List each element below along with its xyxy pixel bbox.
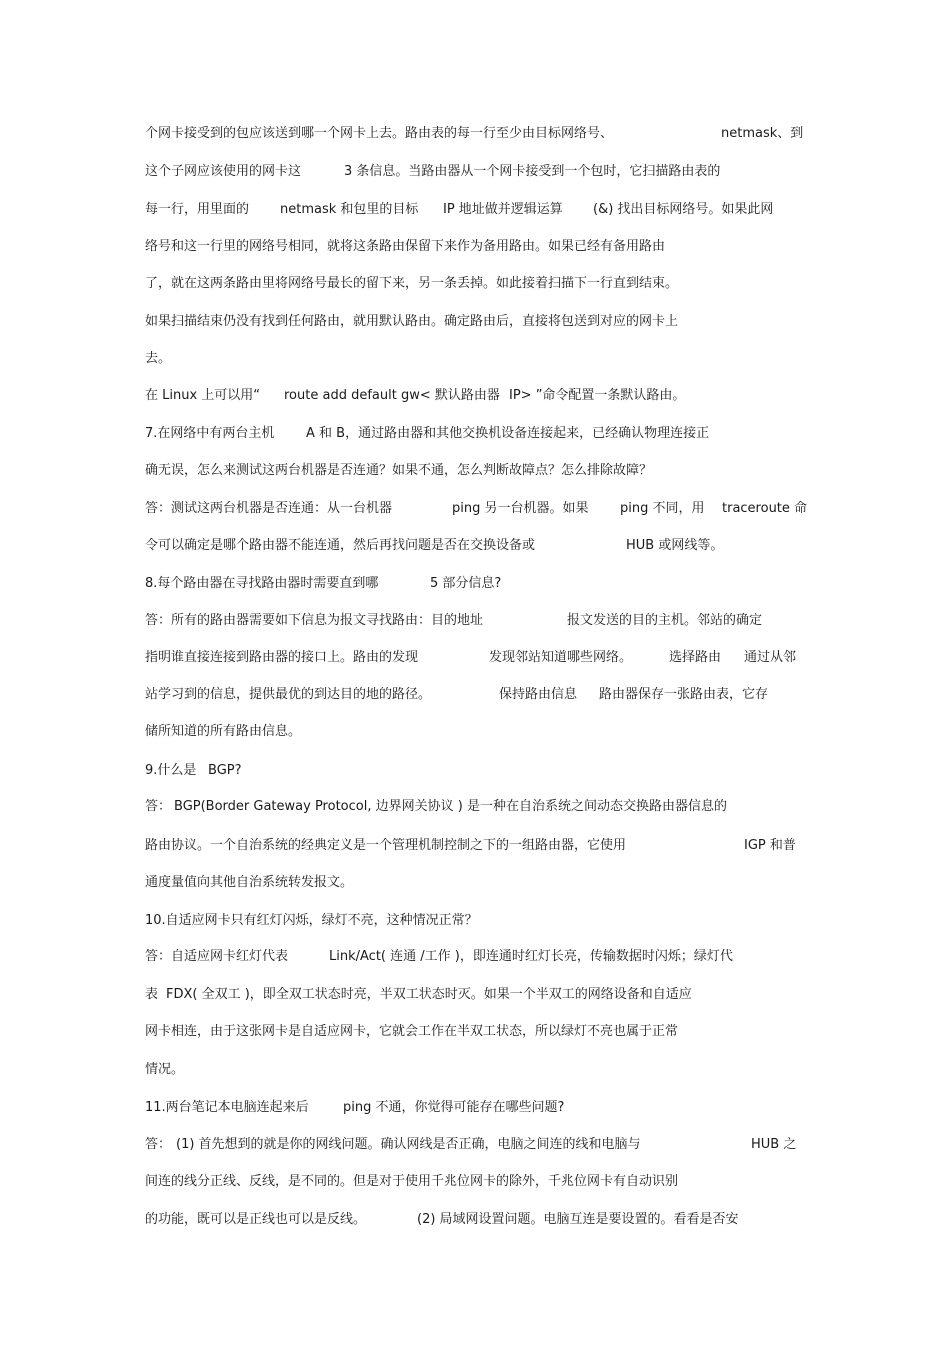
text-segment: 络号和这一行里的网络号相同，就将这条路由保留下来作为备用路由。如果已经有备用路由 xyxy=(145,239,666,254)
text-line xyxy=(0,1022,950,1042)
text-segment: 保持路由信息 xyxy=(499,687,578,702)
text-segment: 情况。 xyxy=(145,1062,185,1077)
text-segment: 在 Linux 上可以用“ xyxy=(145,388,261,403)
text-segment: BGP? xyxy=(208,763,242,778)
text-segment: 答：所有的路由器需要如下信息为报文寻找路由：目的地址 xyxy=(145,613,484,628)
text-line xyxy=(0,461,950,481)
text-segment: 每一行，用里面的 xyxy=(145,202,250,217)
text-segment: 站学习到的信息，提供最优的到达目的地的路径。 xyxy=(145,687,432,702)
text-line xyxy=(0,1060,950,1080)
text-line xyxy=(0,1172,950,1192)
text-segment: BGP(Border Gateway Protocol, 边界网关协议 ) 是一种在自治系统之间动态交换路由器信息的 xyxy=(174,799,727,814)
text-line xyxy=(0,1135,950,1155)
text-line xyxy=(0,162,950,182)
text-segment: 10.自适应网卡只有红灯闪烁，绿灯不亮，这种情况正常？ xyxy=(145,913,478,928)
text-segment: 间连的线分正线、反线，是不同的。但是对于使用千兆位网卡的除外，千兆位网卡有自动识别 xyxy=(145,1174,679,1189)
text-segment: IGP 和普 xyxy=(744,838,796,853)
text-segment: 指明谁直接连接到路由器的接口上。路由的发现 xyxy=(145,650,419,665)
text-line xyxy=(0,761,950,781)
text-line xyxy=(0,797,950,817)
text-segment: ping 另一台机器。如果 xyxy=(452,501,589,516)
text-segment: 的功能，既可以是正线也可以是反线。 xyxy=(145,1212,367,1227)
text-segment: 答：测试这两台机器是否连通：从一台机器 xyxy=(145,501,393,516)
text-line xyxy=(0,985,950,1005)
text-segment: 5 部分信息? xyxy=(430,576,502,591)
text-segment: 通度量值向其他自治系统转发报文。 xyxy=(145,875,354,890)
text-segment: 去。 xyxy=(145,351,172,366)
text-segment: 答： xyxy=(145,1137,172,1152)
text-line xyxy=(0,349,950,369)
text-segment: (2) 局域网设置问题。电脑互连是要设置的。看看是否安 xyxy=(417,1212,739,1227)
text-segment: 答： xyxy=(145,799,172,814)
text-segment: 路由器保存一张路由表，它存 xyxy=(599,687,769,702)
text-line xyxy=(0,947,950,967)
text-segment: (&) 找出目标网络号。如果此网 xyxy=(593,202,774,217)
text-segment: HUB 之 xyxy=(751,1137,797,1152)
text-segment: netmask 和包里的目标 xyxy=(280,202,419,217)
text-segment: 表 xyxy=(145,987,159,1002)
text-segment: 8.每个路由器在寻找路由器时需要直到哪 xyxy=(145,576,379,591)
text-line xyxy=(0,685,950,705)
text-segment: 选择路由 xyxy=(669,650,722,665)
text-line xyxy=(0,200,950,220)
text-line xyxy=(0,312,950,332)
text-line xyxy=(0,424,950,444)
text-segment: HUB 或网线等。 xyxy=(626,538,724,553)
text-segment: netmask、到 xyxy=(721,126,804,141)
text-segment: 如果扫描结束仍没有找到任何路由，就用默认路由。确定路由后，直接将包送到对应的网卡上 xyxy=(145,314,679,329)
text-line xyxy=(0,873,950,893)
text-segment: 11.两台笔记本电脑连起来后 xyxy=(145,1100,309,1115)
text-line xyxy=(0,836,950,856)
text-segment: 报文发送的目的主机。邻站的确定 xyxy=(567,613,763,628)
text-segment: 路由协议。一个自治系统的经典定义是一个管理机制控制之下的一组路由器，它使用 xyxy=(145,838,627,853)
text-segment: 9.什么是 xyxy=(145,763,197,778)
text-segment: ping 不通，你觉得可能存在哪些问题? xyxy=(343,1100,565,1115)
text-segment: 令可以确定是哪个路由器不能连通，然后再找问题是否在交换设备或 xyxy=(145,538,536,553)
text-segment: 7.在网络中有两台主机 xyxy=(145,426,275,441)
text-line xyxy=(0,499,950,519)
text-line xyxy=(0,611,950,631)
text-line xyxy=(0,536,950,556)
text-line xyxy=(0,124,950,144)
text-segment: IP> ”命令配置一条默认路由。 xyxy=(509,388,686,403)
text-segment: traceroute 命 xyxy=(722,501,808,516)
text-segment: 答：自适应网卡红灯代表 xyxy=(145,949,289,964)
text-segment: IP 地址做并逻辑运算 xyxy=(443,202,563,217)
text-segment: Link/Act( 连通 /工作 )，即连通时红灯长亮，传输数据时闪烁；绿灯代 xyxy=(329,949,733,964)
text-segment: (1) 首先想到的就是你的网线问题。确认网线是否正确，电脑之间连的线和电脑与 xyxy=(176,1137,641,1152)
text-line xyxy=(0,574,950,594)
text-line xyxy=(0,911,950,931)
text-segment: 3 条信息。当路由器从一个网卡接受到一个包时，它扫描路由表的 xyxy=(344,164,721,179)
text-segment: route add default gw< 默认路由器 xyxy=(284,388,500,403)
text-line xyxy=(0,274,950,294)
text-segment: 确无误，怎么来测试这两台机器是否连通？如果不通，怎么判断故障点？怎么排除故障？ xyxy=(145,463,653,478)
text-segment: FDX( 全双工 )，即全双工状态时亮，半双工状态时灭。如果一个半双工的网络设备和自适应 xyxy=(166,987,692,1002)
text-line xyxy=(0,722,950,742)
text-segment: 通过从邻 xyxy=(744,650,797,665)
text-line xyxy=(0,237,950,257)
text-line xyxy=(0,1210,950,1230)
text-line xyxy=(0,1098,950,1118)
text-segment: 发现邻站知道哪些网络。 xyxy=(489,650,633,665)
text-segment: 网卡相连，由于这张网卡是自适应网卡，它就会工作在半双工状态，所以绿灯不亮也属于正常 xyxy=(145,1024,679,1039)
text-segment: 了，就在这两条路由里将网络号最长的留下来，另一条丢掉。如此接着扫描下一行直到结束。 xyxy=(145,276,679,291)
text-segment: 储所知道的所有路由信息。 xyxy=(145,724,302,739)
text-line xyxy=(0,386,950,406)
text-segment: A 和 B，通过路由器和其他交换机设备连接起来，已经确认物理连接正 xyxy=(306,426,710,441)
text-segment: 这个子网应该使用的网卡这 xyxy=(145,164,302,179)
text-segment: ping 不同，用 xyxy=(620,501,705,516)
text-line xyxy=(0,648,950,668)
text-segment: 个网卡接受到的包应该送到哪一个网卡上去。路由表的每一行至少由目标网络号、 xyxy=(145,126,614,141)
